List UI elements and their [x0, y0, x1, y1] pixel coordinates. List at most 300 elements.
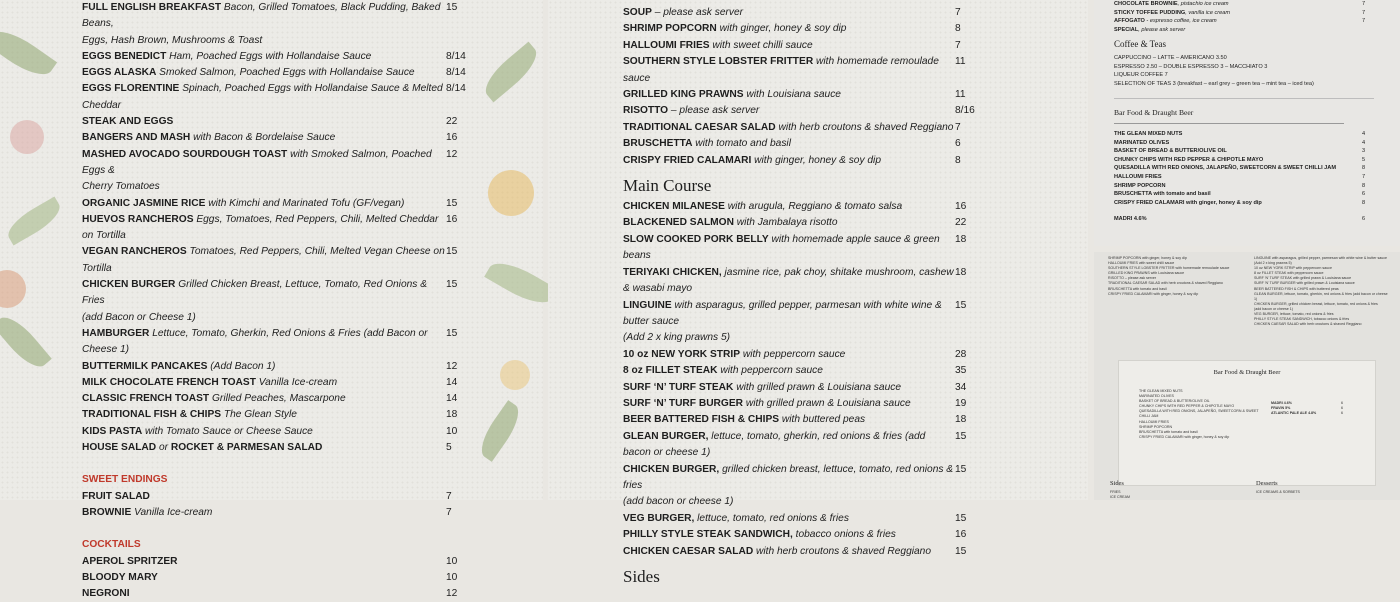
- thumbnail-sides-items: [1110, 490, 1210, 500]
- menu-item-row: [1114, 164, 1374, 173]
- menu-item-price: 8/14: [446, 81, 472, 114]
- menu-item-text: [623, 494, 955, 510]
- menu-item-row: [623, 429, 995, 462]
- menu-item-text: [1114, 156, 1362, 165]
- menu-item-name: CHUNKY CHIPS WITH RED PEPPER & CHIPOTLE MAYO: [1114, 157, 1263, 163]
- menu-item-price: 8/14: [446, 49, 472, 65]
- menu-item-name: EGGS BENEDICT: [82, 51, 166, 62]
- menu-item-row: [623, 330, 995, 346]
- menu-item-row: [82, 196, 472, 212]
- menu-item-description: with ginger, honey & soy dip: [717, 23, 847, 34]
- menu-item-text: [623, 396, 955, 412]
- menu-item-text: [623, 38, 955, 54]
- menu-item-name: QUESADILLA WITH RED ONIONS, JALAPEÑO, SWEETCORN & SWEET CHILLI JAM: [1114, 165, 1336, 171]
- menu-item-name: ORGANIC JASMINE RICE: [82, 198, 205, 209]
- menu-item-name: MILK CHOCOLATE FRENCH TOAST: [82, 377, 256, 388]
- menu-item-row: [1114, 156, 1374, 165]
- thumbnail-bar-food-items: [1139, 389, 1269, 440]
- menu-item-description: - espresso coffee, ice cream: [1145, 18, 1217, 24]
- menu-item-name: FULL ENGLISH BREAKFAST: [82, 2, 221, 13]
- menu-line: THE GLEAN MIXED NUTS: [1139, 389, 1269, 394]
- menu-item-description: Tomatoes, Red Peppers, Chili, Melted Vegan Cheese on Tortilla: [82, 246, 445, 273]
- menu-item-text: [1114, 173, 1362, 182]
- menu-item-row: [82, 0, 472, 33]
- menu-item-description: Spinach, Poached Eggs with Hollandaise Sauce & Melted Cheddar: [82, 83, 443, 110]
- menu-item-text: [82, 586, 446, 602]
- menu-line: HALLOUMI FRIES with sweet chilli sauce: [1108, 261, 1238, 266]
- menu-item-row: [623, 199, 995, 215]
- menu-item-text: [623, 199, 955, 215]
- menu-item-description: with tomato and basil: [692, 138, 791, 149]
- menu-item-text: [1114, 199, 1362, 208]
- menu-item-price: [446, 310, 472, 326]
- menu-item-description: with Smoked Salmon, Poached Eggs &: [82, 149, 432, 176]
- menu-item-name: BEER BATTERED FISH & CHIPS: [623, 414, 779, 425]
- menu-item-text: [82, 33, 446, 49]
- menu-item-row: [623, 363, 995, 379]
- menu-item-price: 15: [955, 462, 995, 495]
- menu-item-row: [82, 81, 472, 114]
- menu-item-row: [623, 103, 995, 119]
- menu-item-text: [623, 153, 955, 169]
- menu-line: SOUTHERN STYLE LOBSTER FRITTER with homemade remoulade sauce: [1108, 266, 1238, 271]
- menu-item-text: [1114, 164, 1362, 173]
- menu-item-price: 6: [1341, 401, 1351, 406]
- menu-item-price: 15: [446, 244, 472, 277]
- menu-item-name: HALLOUMI FRIES: [1114, 174, 1162, 180]
- menu-item-name: SURF ‘N’ TURF STEAK: [623, 382, 733, 393]
- menu-item-row: [623, 38, 995, 54]
- menu-item-price: 19: [955, 396, 995, 412]
- menu-line: BEER BATTERED FISH & CHIPS with buttered peas: [1254, 287, 1390, 292]
- menu-item-description: , please ask server: [1138, 27, 1185, 33]
- menu-item-text: [623, 511, 955, 527]
- menu-item-price: 14: [446, 375, 472, 391]
- menu-item-price: 15: [955, 544, 995, 560]
- menu-item-text: [1114, 182, 1362, 191]
- menu-item-text: [82, 440, 446, 456]
- menu-item-name: 8 oz FILLET STEAK: [623, 365, 718, 376]
- menu-item-text: [1114, 26, 1362, 35]
- menu-item-name: THE GLEAN MIXED NUTS: [1114, 131, 1182, 137]
- menu-line: CHUNKY CHIPS WITH RED PEPPER & CHIPOTLE MAYO: [1139, 404, 1269, 409]
- menu-item-price: 15: [955, 429, 995, 462]
- menu-item-name: SPECIAL: [1114, 27, 1138, 33]
- menu-item-name: CLASSIC FRENCH TOAST: [82, 393, 209, 404]
- menu-item-row: [623, 494, 995, 510]
- menu-line: ICE CREAM: [1110, 495, 1210, 500]
- menu-item-description: Lettuce, Tomato, Gherkin, Red Onions & Fries (add Bacon or Cheese 1): [82, 328, 428, 355]
- menu-item-name: CHICKEN MILANESE: [623, 201, 725, 212]
- menu-item-row: [623, 232, 995, 265]
- menu-item-description: with buttered peas: [779, 414, 865, 425]
- menu-item-row: [623, 54, 995, 87]
- menu-item-row: [623, 347, 995, 363]
- menu-item-row: [82, 65, 472, 81]
- menu-item-price: 8/16: [955, 103, 995, 119]
- menu-item-text: [623, 103, 955, 119]
- beer-row: [1114, 215, 1374, 224]
- menu-item-price: 14: [446, 391, 472, 407]
- menu-item-price: 12: [446, 586, 472, 602]
- menu-item-price: 15: [446, 196, 472, 212]
- menu-item-row: [82, 310, 472, 326]
- menu-item-description: grilled chicken breast, lettuce, tomato, red onions & fries: [623, 464, 953, 491]
- flower-decoration: [0, 270, 26, 308]
- menu-item-description: Grilled Peaches, Mascarpone: [209, 393, 345, 404]
- menu-item-name: CHICKEN BURGER: [82, 279, 175, 290]
- menu-item-description: with peppercorn sauce: [718, 365, 823, 376]
- coffee-lines: [1114, 54, 1374, 88]
- menu-item-row: [623, 527, 995, 543]
- menu-item-price: 6: [1362, 190, 1374, 199]
- menu-item-name: VEGAN RANCHEROS: [82, 246, 187, 257]
- menu-item-price: 22: [955, 215, 995, 231]
- thumbnail-left-column: [1108, 256, 1238, 297]
- menu-item-price: 28: [955, 347, 995, 363]
- menu-item-row: [82, 407, 472, 423]
- bar-food-items: [1114, 130, 1374, 207]
- menu-item-name: AFFOGATO: [1114, 18, 1145, 24]
- menu-item-description: Ham, Poached Eggs with Hollandaise Sauce: [166, 51, 371, 62]
- menu-item-price: 35: [955, 363, 995, 379]
- menu-item-text: [623, 330, 955, 346]
- menu-item-price: 15: [446, 277, 472, 310]
- menu-line: SHRIMP POPCORN with ginger, honey & soy dip: [1108, 256, 1238, 261]
- menu-item-price: 8: [1362, 164, 1374, 173]
- menu-item-price: 5: [1362, 156, 1374, 165]
- menu-item-price: [446, 33, 472, 49]
- menu-item-price: 12: [446, 147, 472, 180]
- breakfast-items: [82, 0, 472, 456]
- menu-item-name: PHILLY STYLE STEAK SANDWICH,: [623, 529, 793, 540]
- menu-item-description: or: [156, 442, 171, 453]
- menu-item-price: 7: [446, 489, 472, 505]
- menu-item-text: [623, 87, 955, 103]
- menu-item-price: 7: [1362, 9, 1374, 18]
- menu-item-name: NEGRONI: [82, 588, 130, 599]
- menu-item-text: [82, 114, 446, 130]
- menu-item-description: lettuce, tomato, red onions & fries: [694, 513, 849, 524]
- menu-item-text: [82, 570, 446, 586]
- menu-item-name: BRUSCHETTA with tomato and basil: [1114, 191, 1211, 197]
- thumbnail-desserts-heading: Desserts: [1256, 480, 1278, 487]
- menu-item-description: (add Bacon or Cheese 1): [82, 312, 196, 323]
- menu-item-description: Smoked Salmon, Poached Eggs with Hollandaise Sauce: [156, 67, 414, 78]
- menu-item-row: [82, 489, 472, 505]
- menu-item-text: [623, 347, 955, 363]
- menu-item-text: [82, 407, 446, 423]
- sweet-items: [82, 489, 472, 522]
- menu-item-row: [1114, 199, 1374, 208]
- menu-item-row: [82, 586, 472, 602]
- menu-item-description: Grilled Chicken Breast, Lettuce, Tomato, Red Onions & Fries: [82, 279, 427, 306]
- coffee-heading: Coffee & Teas: [1114, 40, 1374, 49]
- menu-item-text: [82, 375, 446, 391]
- menu-item-price: 15: [446, 0, 472, 33]
- menu-item-price: 4: [1362, 139, 1374, 148]
- menu-item-name: SOUTHERN STYLE LOBSTER FRITTER: [623, 56, 813, 67]
- breakfast-menu-list: [82, 0, 472, 602]
- menu-line: TRADITIONAL CAESAR SALAD with herb croutons & shaved Reggiano: [1108, 281, 1238, 286]
- menu-line: GLEAN BURGER, lettuce, tomato, gherkin, red onions & fries (add bacon or cheese 1): [1254, 292, 1390, 302]
- menu-item-text: [82, 130, 446, 146]
- menu-line: BRUSCHETTA with tomato and basil: [1139, 430, 1269, 435]
- menu-item-text: [82, 196, 446, 212]
- menu-line: PHILLY STYLE STEAK SANDWICH, tobacco onions & fries: [1254, 317, 1390, 322]
- menu-item-price: 10: [446, 554, 472, 570]
- menu-item-name: EGGS FLORENTINE: [82, 83, 179, 94]
- menu-item-description: – please ask server: [652, 7, 743, 18]
- dinner-menu-panel: [548, 0, 1088, 500]
- menu-line: CHICKEN BURGER, grilled chicken breast, lettuce, tomato, red onions & fries: [1254, 302, 1390, 307]
- leaf-decoration: [478, 42, 544, 103]
- menu-item-row: [82, 375, 472, 391]
- menu-item-text: [82, 147, 446, 180]
- thumbnail-bar-food-box: [1118, 360, 1376, 486]
- menu-item-price: 5: [446, 440, 472, 456]
- thumbnail-beer-items: [1271, 401, 1351, 416]
- menu-item-price: 10: [446, 570, 472, 586]
- beer-name: MADRI 4.6%: [1114, 215, 1362, 224]
- menu-line: LIQUEUR COFFEE 7: [1114, 71, 1374, 80]
- menu-line: QUESADILLA WITH RED ONIONS, JALAPEÑO, SWEETCORN & SWEET: [1139, 409, 1269, 414]
- menu-item-row: [623, 215, 995, 231]
- menu-item-price: 7: [1362, 0, 1374, 9]
- menu-item-description: Eggs, Hash Brown, Mushrooms & Toast: [82, 35, 262, 46]
- menu-item-text: [82, 424, 446, 440]
- menu-item-name: HALLOUMI FRIES: [623, 40, 710, 51]
- menu-item-description: Vanilla Ice-cream: [131, 507, 212, 518]
- flower-decoration: [10, 120, 44, 154]
- menu-item-description: with Tomato Sauce or Cheese Sauce: [142, 426, 313, 437]
- menu-item-text: [1114, 139, 1362, 148]
- menu-item-description: Bacon, Grilled Tomatoes, Black Pudding, Baked Beans,: [82, 2, 440, 29]
- menu-item-name: BROWNIE: [82, 507, 131, 518]
- menu-item-price: 3: [1362, 147, 1374, 156]
- menu-item-row: [82, 505, 472, 521]
- menu-item-row: [82, 130, 472, 146]
- menu-item-row: [623, 412, 995, 428]
- menu-item-text: [623, 298, 955, 331]
- menu-item-name: HAMBURGER: [82, 328, 149, 339]
- menu-item-row: [1114, 130, 1374, 139]
- dessert-items: [1114, 0, 1374, 34]
- menu-item-text: [82, 359, 446, 375]
- menu-item-name: SOUP: [623, 7, 652, 18]
- menu-item-name: ATLANTIC PALE ALE 4.8%: [1271, 411, 1316, 415]
- menu-item-description: with herb croutons & shaved Reggiano: [776, 122, 954, 133]
- menu-item-row: [623, 87, 995, 103]
- menu-item-row: [1114, 190, 1374, 199]
- menu-item-text: [1114, 0, 1362, 9]
- menu-item-text: [623, 363, 955, 379]
- menu-item-name: STEAK AND EGGS: [82, 116, 173, 127]
- menu-item-row: [623, 298, 995, 331]
- menu-line: ESPRESSO 2.50 – DOUBLE ESPRESSO 3 – MACCHIATO 3: [1114, 63, 1374, 72]
- menu-item-price: 10: [446, 424, 472, 440]
- menu-item-row: [82, 147, 472, 180]
- menu-item-name: GLEAN BURGER,: [623, 431, 708, 442]
- menu-line: CRISPY FRIED CALAMARI with ginger, honey & soy dip: [1139, 435, 1269, 440]
- menu-item-text: [623, 544, 955, 560]
- menu-item-price: 7: [955, 38, 995, 54]
- menu-item-description: with Jambalaya risotto: [734, 217, 838, 228]
- menu-line: (Add 2 x king prawns 5): [1254, 261, 1390, 266]
- menu-item-price: 16: [446, 130, 472, 146]
- menu-item-name: BLACKENED SALMON: [623, 217, 734, 228]
- menu-item-description: with homemade remoulade sauce: [623, 56, 939, 83]
- menu-item-text: [623, 120, 955, 136]
- menu-item-row: [1271, 411, 1351, 416]
- menu-item-name: HOUSE SALAD: [82, 442, 156, 453]
- menu-item-name: CHICKEN BURGER,: [623, 464, 719, 475]
- menu-item-row: [1114, 0, 1374, 9]
- menu-item-price: 7: [1362, 173, 1374, 182]
- menu-item-description: The Glean Style: [221, 409, 297, 420]
- menu-item-price: [955, 330, 995, 346]
- menu-item-price: 18: [955, 232, 995, 265]
- menu-item-description: – please ask server: [668, 105, 759, 116]
- menu-item-text: [1114, 130, 1362, 139]
- menu-item-text: [82, 310, 446, 326]
- menu-item-row: [82, 440, 472, 456]
- menu-item-price: [446, 179, 472, 195]
- menu-item-description: with Louisiana sauce: [744, 89, 841, 100]
- menu-item-row: [623, 511, 995, 527]
- thumbnail-sides-heading: Sides: [1110, 480, 1124, 487]
- menu-item-text: [623, 54, 955, 87]
- leaf-decoration: [0, 310, 52, 374]
- menu-line: 10 oz NEW YORK STRIP with peppercorn sauce: [1254, 266, 1390, 271]
- menu-line: 8 oz FILLET STEAK with peppercorn sauce: [1254, 271, 1390, 276]
- menu-item-description: , pistachio ice cream: [1178, 1, 1229, 7]
- menu-item-name: RISOTTO: [623, 105, 668, 116]
- menu-item-text: [623, 462, 955, 495]
- menu-item-row: [1114, 182, 1374, 191]
- menu-line: SURF 'N' TURF STEAK with grilled prawn & Louisiana sauce: [1254, 276, 1390, 281]
- menu-item-price: [1362, 26, 1374, 35]
- menu-item-description: (Add 2 x king prawns 5): [623, 332, 730, 343]
- menu-item-name: MASHED AVOCADO SOURDOUGH TOAST: [82, 149, 287, 160]
- bar-food-heading: Bar Food & Draught Beer: [1114, 109, 1374, 118]
- menu-item-text: [82, 277, 446, 310]
- menu-item-text: [82, 212, 446, 245]
- menu-line: (add bacon or cheese 1): [1254, 307, 1390, 312]
- menu-item-row: [82, 212, 472, 245]
- bar-food-box: [1114, 98, 1374, 224]
- menu-item-price: 15: [446, 326, 472, 359]
- cocktail-items: [82, 554, 472, 602]
- menu-item-description: with arugula, Reggiano & tomato salsa: [725, 201, 902, 212]
- menu-item-text: [82, 326, 446, 359]
- menu-item-name: SHRIMP POPCORN: [1114, 183, 1166, 189]
- menu-line: CHILLI JAM: [1139, 414, 1269, 419]
- menu-item-text: [1114, 9, 1362, 18]
- menu-item-row: [623, 21, 995, 37]
- menu-item-text: [82, 489, 446, 505]
- menu-item-name: KIDS PASTA: [82, 426, 142, 437]
- menu-item-name: CHICKEN CAESAR SALAD: [623, 546, 753, 557]
- menu-item-description: lettuce, tomato, gherkin, red onions & fries (add bacon or cheese 1): [623, 431, 925, 458]
- menu-item-price: 7: [955, 5, 995, 21]
- menu-item-text: [623, 5, 955, 21]
- menu-item-price: 16: [955, 527, 995, 543]
- menu-item-text: [1271, 411, 1341, 416]
- menu-item-price: [955, 494, 995, 510]
- menu-item-price: 8: [955, 21, 995, 37]
- menu-item-row: [82, 424, 472, 440]
- menu-item-price: 8: [1362, 182, 1374, 191]
- menu-item-price: 6: [1341, 411, 1351, 416]
- breakfast-menu-panel: [0, 0, 543, 500]
- menu-item-row: [623, 136, 995, 152]
- menu-line: SHRIMP POPCORN: [1139, 425, 1269, 430]
- drinks-menu-panel: [1094, 0, 1400, 246]
- menu-item-price: 8: [1362, 199, 1374, 208]
- menu-line: VEG BURGER, lettuce, tomato, red onions & fries: [1254, 312, 1390, 317]
- menu-item-price: 34: [955, 380, 995, 396]
- menu-item-description: with Bacon & Bordelaise Sauce: [190, 132, 335, 143]
- menu-item-text: [623, 429, 955, 462]
- menu-item-name: TRADITIONAL FISH & CHIPS: [82, 409, 221, 420]
- menu-item-price: 15: [955, 298, 995, 331]
- menu-item-name: FRUIT SALAD: [82, 491, 150, 502]
- menu-item-row: [623, 396, 995, 412]
- menu-item-text: [623, 527, 955, 543]
- menu-item-price: 7: [1362, 17, 1374, 26]
- menu-item-row: [82, 33, 472, 49]
- leaf-decoration: [474, 400, 526, 462]
- menu-item-description: with grilled prawn & Louisiana sauce: [743, 398, 911, 409]
- leaf-decoration: [3, 196, 66, 245]
- menu-item-text: [623, 412, 955, 428]
- menu-item-name: MADRI 4.6%: [1271, 401, 1292, 405]
- menu-item-text: [623, 380, 955, 396]
- menu-item-description: Vanilla Ice-cream: [256, 377, 337, 388]
- menu-item-name: EGGS ALASKA: [82, 67, 156, 78]
- main-items: [623, 199, 995, 560]
- leaf-decoration: [484, 254, 558, 312]
- menu-item-text: [1114, 190, 1362, 199]
- menu-item-description: Cherry Tomatoes: [82, 181, 160, 192]
- starter-items: [623, 5, 995, 169]
- menu-item-text: [623, 265, 955, 298]
- menu-item-text: [82, 505, 446, 521]
- menu-item-price: 18: [446, 407, 472, 423]
- menu-item-row: [82, 49, 472, 65]
- menu-item-name: STICKY TOFFEE PUDDING: [1114, 10, 1185, 16]
- menu-item-name: SLOW COOKED PORK BELLY: [623, 234, 769, 245]
- menu-item-text: [82, 81, 446, 114]
- menu-item-text: [623, 21, 955, 37]
- menu-item-text: [82, 0, 446, 33]
- menu-item-price: 7: [446, 505, 472, 521]
- menu-item-row: [623, 265, 995, 298]
- menu-item-description: tobacco onions & fries: [793, 529, 896, 540]
- menu-item-description: Eggs, Tomatoes, Red Peppers, Chili, Melted Cheddar on Tortilla: [82, 214, 438, 241]
- menu-item-description: (Add Bacon 1): [207, 361, 275, 372]
- menu-item-row: [82, 277, 472, 310]
- menu-item-price: 18: [955, 412, 995, 428]
- menu-item-name: APEROL SPRITZER: [82, 556, 177, 567]
- menu-line: BASKET OF BREAD & BUTTER/OLIVE OIL: [1139, 399, 1269, 404]
- menu-item-row: [82, 179, 472, 195]
- flower-decoration: [488, 170, 534, 216]
- thumbnail-desserts-items: [1256, 490, 1356, 495]
- menu-item-price: 16: [955, 199, 995, 215]
- menu-item-name: 10 oz NEW YORK STRIP: [623, 349, 740, 360]
